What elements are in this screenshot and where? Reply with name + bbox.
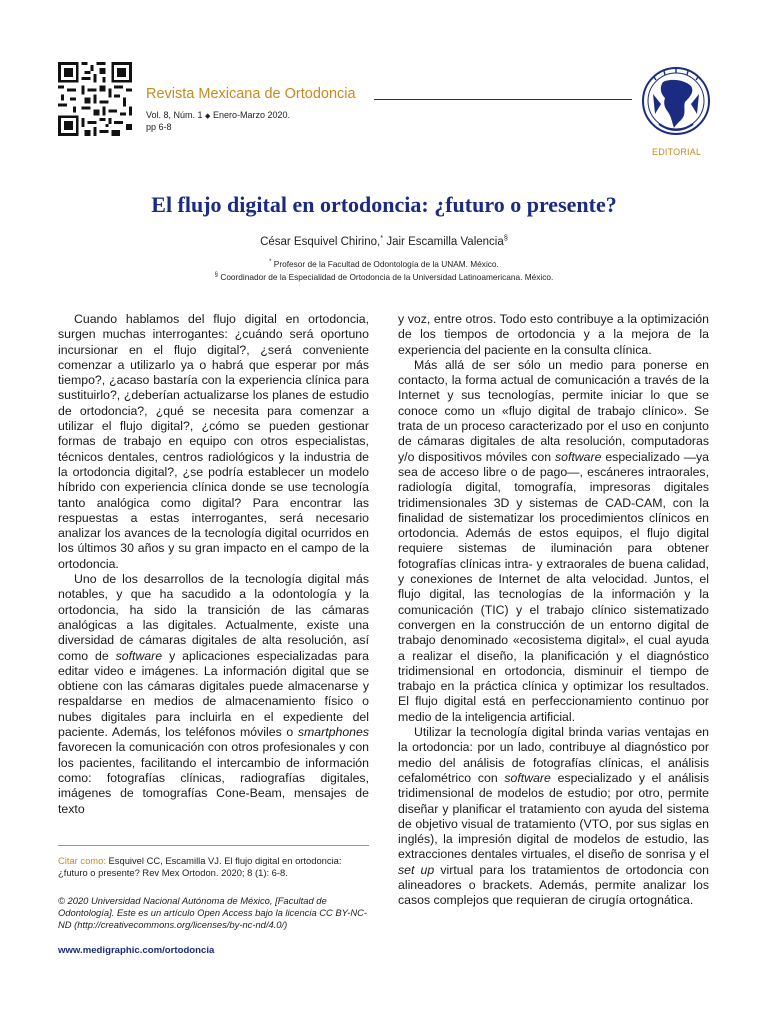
authors — [0, 233, 768, 248]
paragraph-3-part-a: Más allá de ser sólo un medio para ponerse en contacto, la forma actual de comunicación a través de la Internet y sus tecnologías, permite iniciar lo que se conoce como un «flujo digital de trabajo clínico». Se trata de un proceso caracterizado por el uso en conjunto de cámaras digitales de alta resolución, computadoras y/o dispositivos móviles con — [398, 357, 709, 464]
paragraph-2-italic-1: software — [115, 648, 163, 663]
paragraph-2-part-a: Uno de los desarrollos de la tecnología digital más notables, y que ha sacudido a la odontología y la ortodoncia, ha sido la transición de las cámaras analógicas a las digitales. Actualmente, existe una diversidad de cámaras digitales de alta resolución, así como de — [58, 572, 369, 663]
paragraph-4 — [398, 725, 709, 909]
section-label: EDITORIAL — [652, 147, 702, 157]
paragraph-4-part-b: especializado y el análisis tridimensional de modelos de estudio; por otro, permite diseñar y planificar el tratamiento con ayuda del sistema de objetivo visual de tratamiento (VTO, por sus siglas en inglés), la impresión digital de modelos de estudio, las extracciones dentales virtuales, el diseño de sonrisa y el — [398, 770, 709, 862]
paragraph-4-italic-2: set up — [398, 862, 435, 877]
citation — [58, 855, 369, 879]
affiliation-1-mark: * — [269, 259, 272, 265]
author-2: Jair Escamilla Valencia — [386, 235, 504, 248]
paragraph-4-part-c: virtual para los tratamientos de ortodoncia con alineadores o brackets. Además, permite analizar los casos complejos que requieran de cirugía ortognática. — [398, 862, 709, 908]
qr-code — [58, 62, 132, 136]
paragraph-2 — [58, 572, 369, 817]
affiliation-1-text: Profesor de la Facultad de Odontología de la UNAM. México. — [273, 258, 499, 269]
affiliation-2-mark: § — [214, 272, 219, 279]
article-title: El flujo digital en ortodoncia: ¿futuro o presente? — [151, 192, 617, 217]
paragraph-2-continued: y voz, entre otros. Todo esto contribuye a la optimización de los tiempos de ortodoncia y a la mejora de la experiencia del paciente en la consulta clínica. — [398, 312, 709, 357]
journal-url-link[interactable]: www.medigraphic.com/ortodoncia — [58, 945, 215, 956]
paragraph-2-part-b: y aplicaciones especializadas para editar video e imágenes. La información digital que se obtiene con las cámaras digitales puede almacenarse y respaldarse en medios de almacenamiento físico o nubes digitales para incluirla en el expediente del paciente. Además, los teléfonos móviles o — [58, 648, 369, 740]
citation-label: Citar como: — [58, 855, 106, 866]
footnote-rule — [58, 845, 369, 846]
paragraph-4-part-a: Utilizar la tecnología digital brinda varias ventajas en la ortodoncia: por un lado, contribuye al diagnóstico por medio del análisis de fotografías clínicas, el análisis cefalométrico con — [398, 725, 709, 785]
paragraph-3 — [398, 358, 709, 725]
header-rule — [374, 99, 632, 100]
body-column-left — [58, 312, 369, 817]
affiliation-2 — [0, 270, 768, 283]
paragraph-2-italic-2: smartphones — [297, 725, 369, 740]
paragraph-3-part-b: especializado —ya sea de acceso libre o de pago—, escáneres intraorales, radiología digital, tomografía, impresoras digitales tridimensionales 3D y sistemas de CAD-CAM, con la finalidad de sistematizar los procedimientos clínicos en ortodoncia. Además de estos equipos, el flujo digital requiere sistemas de iluminación para obtener fotografías clínicas intra- y extraorales de buena calidad, y conexiones de Internet de alta velocidad. Juntos, el flujo digital, las tecnologías de la información y la comunicación (TIC) y el trabajo clínico sistematizado convergen en la construcción de un entorno digital de trabajo denominado «ecosistema digital», el cual ayuda a realizar el diseño, la planificación y el diagnóstico tridimensional en ortodoncia, disminuir el tiempo de trabajo en la práctica clínica y optimizar los resultados. El flujo digital está en perfeccionamiento continuo por medio de la inteligencia artificial. — [398, 449, 709, 724]
affiliations — [0, 257, 768, 284]
paragraph-3-italic-1: software — [554, 449, 602, 464]
author-1-mark: * — [380, 233, 384, 242]
journal-name: Revista Mexicana de Ortodoncia — [146, 86, 356, 102]
paragraph-1: Cuando hablamos del flujo digital en ortodoncia, surgen muchas interrogantes: ¿cuándo será oportuno incursionar en el flujo digital?, ¿será conveniente comenzar a utilizarlo ya o habrá que esperar por más tiempo?, ¿acaso bastaría con la experiencia clínica para sustituirlo?, ¿deberían actualizarse los planes de estudio de ortodoncia?, ¿qué se necesita para comenzar a utilizar el flujo digital?, ¿cómo se pueden gestionar formas de trabajo en equipo con otros especialistas, técnicos dentales, centros radiológicos y la industria de la ortodoncia digital?, ¿se podría establecer un modelo híbrido con experiencia clínica donde se use tecnología tanto analógica como digital? Para encontrar las respuestas a estas interrogantes, será necesario analizar los avances de la tecnología digital ocurridos en los últimos 30 años y su gran impacto en el campo de la ortodoncia. — [58, 312, 369, 571]
issue-pages: pp 6-8 — [146, 122, 172, 132]
paragraph-2-part-c: favorecen la comunicación con otros profesionales y con los pacientes, facilitando el intercambio de información como: fotografías clínicas, radiografías digitales, imágenes de tomografías Cone-Beam, mensajes de texto — [58, 740, 369, 816]
university-seal-icon — [641, 64, 711, 138]
issue-info — [146, 110, 290, 133]
author-1: César Esquivel Chirino, — [260, 235, 381, 248]
affiliation-1 — [0, 257, 768, 270]
citation-text: Esquivel CC, Escamilla VJ. El flujo digital en ortodoncia: ¿futuro o presente? Rev Mex Ortodon. 2020; 8 (1): 6-8. — [58, 855, 342, 878]
issue-date: Enero-Marzo 2020. — [212, 110, 290, 120]
diamond-icon: ◆ — [205, 113, 211, 120]
license-notice: © 2020 Universidad Nacional Autónoma de México, [Facultad de Odontología]. Este es un artículo Open Access bajo la licencia CC BY-NC-ND (http://creativecommons.org/licenses/by-nc-nd/4.0/) — [58, 895, 367, 930]
paragraph-4-italic-1: software — [504, 770, 551, 785]
affiliation-2-text: Coordinador de la Especialidad de Ortodoncia de la Universidad Latinoamericana. México. — [220, 272, 554, 283]
body-column-right — [398, 312, 709, 909]
author-2-mark: § — [503, 233, 508, 242]
issue-volume: Vol. 8, Núm. 1 — [146, 110, 203, 120]
